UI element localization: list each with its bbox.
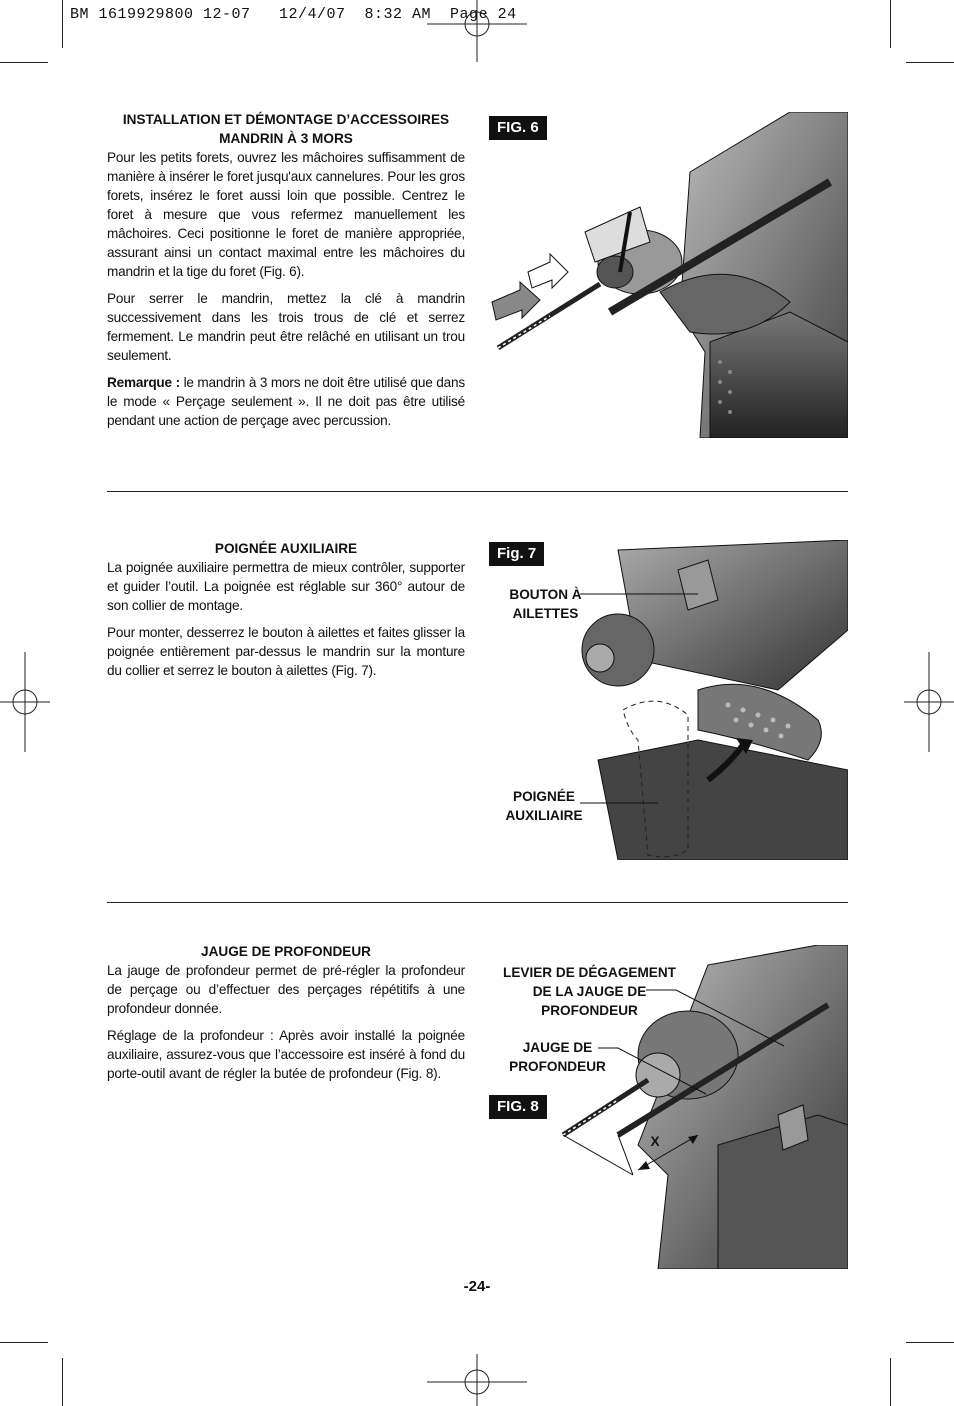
fig-6-label: FIG. 6 [489, 116, 547, 140]
section-chuck-note [107, 373, 465, 430]
section-chuck-heading: INSTALLATION ET DÉMONTAGE D’ACCESSOIRES MANDRIN À 3 MORS [122, 112, 450, 146]
fig-6-illustration [490, 112, 848, 438]
fig-7-label: Fig. 7 [489, 542, 544, 566]
leader-line-depth-gauge [598, 1046, 708, 1096]
fig-8-callout-release-lever: LEVIER DE DÉGAGEMENT DE LA JAUGE DE PROFONDEUR [503, 965, 676, 1018]
section-depth-para-1: La jauge de profondeur permet de pré-régler la profondeur de perçage ou d’effectuer des perçages répétitifs à une profondeur donnée. [107, 963, 465, 1016]
fig-8-callout-depth-gauge: JAUGE DE PROFONDEUR [509, 1040, 606, 1074]
section-handle-para-2: Pour monter, desserrez le bouton à ailettes et faites glisser la poignée entièrement par-dessus le mandrin sur la monture du collier et serrez le bouton à ailettes (Fig. 7). [107, 625, 465, 678]
section-depth-para-2: Réglage de la profondeur : Après avoir installé la poignée auxiliaire, assurez-vous que l’accessoire est inséré à fond du porte-outil avant de régler la butée de profondeur (Fig. 8). [107, 1028, 465, 1081]
section-divider-1 [107, 491, 848, 492]
registration-mark-bottom [427, 1354, 527, 1406]
section-handle-heading: POIGNÉE AUXILIAIRE [214, 541, 358, 556]
section-handle [107, 539, 465, 688]
fig-8-label: FIG. 8 [489, 1095, 547, 1119]
fig-7-callout-aux-handle: POIGNÉE AUXILIAIRE [505, 789, 583, 823]
section-depth-gauge [107, 942, 465, 1091]
section-divider-2 [107, 902, 848, 903]
leader-line-release-lever [646, 988, 786, 1048]
leader-line-aux-handle [580, 801, 660, 805]
leader-line-wing-knob [580, 592, 700, 596]
registration-mark-right [904, 652, 954, 752]
fig-7-callout-wing-knob: BOUTON À AILETTES [509, 587, 582, 621]
section-chuck-para-2: Pour serrer le mandrin, mettez la clé à mandrin successivement dans les trois trous de clé et serrez fermement. Le mandrin peut être relâché en utilisant un trou seulement. [107, 291, 465, 363]
fig-7-illustration [578, 540, 848, 860]
note-text: le mandrin à 3 mors ne doit être utilisé que dans le mode « Perçage seulement ». Il ne doit pas être utilisé pendant une action de perçage avec percussion. [107, 375, 465, 428]
section-chuck-para-1: Pour les petits forets, ouvrez les mâchoires suffisamment de manière à insérer le foret jusqu'aux cannelures. Pour les gros forets, insérez le foret aussi loin que possible. Centrez le foret à mesure que vous refermez manuellement les mâchoires. Ceci positionne le foret de manière appropriée, assurant ainsi un contact maximal entre les mâchoires du mandrin et la tige du foret (Fig. 6). [107, 150, 465, 279]
section-depth-heading: JAUGE DE PROFONDEUR [201, 944, 371, 959]
section-chuck [107, 110, 465, 438]
note-label: Remarque : [107, 375, 180, 390]
section-handle-para-1: La poignée auxiliaire permettra de mieux contrôler, supporter et guider l’outil. La poignée est réglable sur 360° autour de son collier de montage. [107, 560, 465, 613]
registration-mark-top [427, 0, 527, 62]
print-slug: BM 1619929800 12-07 12/4/07 8:32 AM Page 24 [70, 6, 517, 23]
page-number: -24- [463, 1278, 491, 1295]
registration-mark-left [0, 652, 50, 752]
fig-8-dim-label: X [650, 1134, 660, 1149]
